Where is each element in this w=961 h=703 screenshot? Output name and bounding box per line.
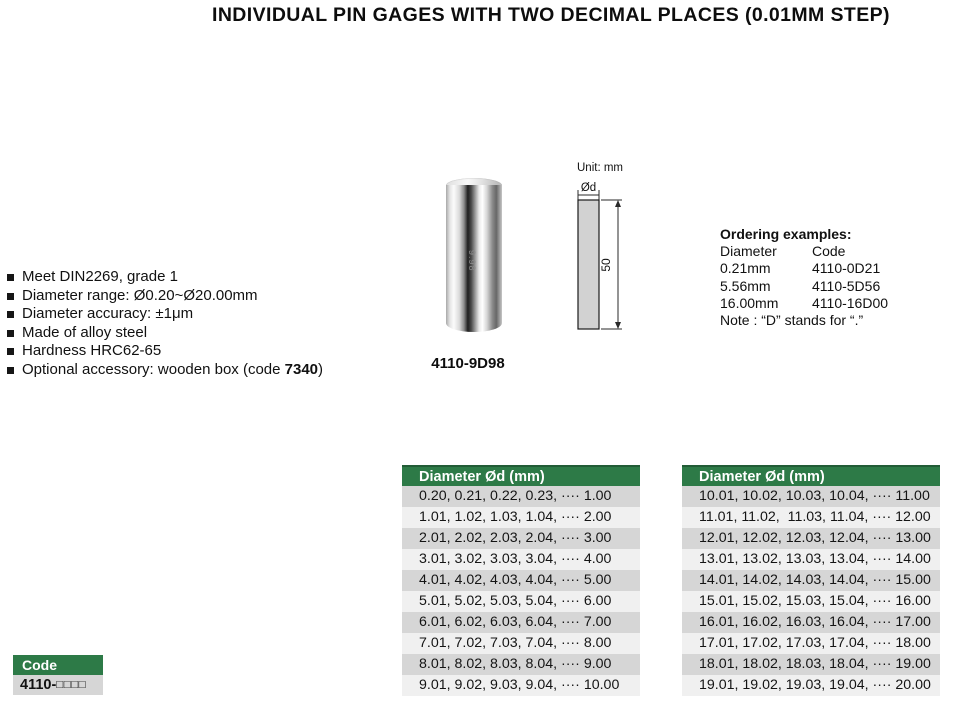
accessory-code: 7340 (284, 360, 319, 378)
ordering-col-code: Code (812, 243, 846, 260)
ordering-note: Note : “D” stands for “.” (720, 312, 864, 329)
arrow-down-icon (615, 322, 621, 329)
feature-text: Made of alloy steel (22, 323, 148, 341)
ordering-row (720, 260, 940, 277)
feature-text: Diameter range: Ø0.20~Ø20.00mm (22, 286, 258, 304)
table-row: 15.01, 15.02, 15.03, 15.04, ···· 16.00 (682, 591, 940, 612)
length-dim-label: 50 (599, 258, 613, 272)
page-title: INDIVIDUAL PIN GAGES WITH TWO DECIMAL PLACES (0.01MM STEP) (212, 4, 890, 26)
table-row: 18.01, 18.02, 18.03, 18.04, ···· 19.00 (682, 654, 940, 675)
bullet-icon (7, 330, 14, 337)
table-row: 10.01, 10.02, 10.03, 10.04, ···· 11.00 (682, 486, 940, 507)
unit-label: Unit: mm (577, 162, 623, 174)
ordering-heading: Ordering examples: (720, 226, 852, 242)
table-row: 7.01, 7.02, 7.03, 7.04, ···· 8.00 (402, 633, 640, 654)
arrow-up-icon (615, 200, 621, 207)
feature-text: Optional accessory: wooden box (code 7340) (22, 360, 324, 378)
code-placeholder-boxes: □□□□ (56, 679, 87, 691)
table-row: 9.01, 9.02, 9.03, 9.04, ···· 10.00 (402, 675, 640, 696)
table-header: Diameter Ød (mm) (682, 465, 940, 486)
ordering-column-headers (720, 243, 940, 260)
table-body (402, 486, 640, 696)
pin-outline-rect (578, 200, 599, 329)
table-row: 12.01, 12.02, 12.03, 12.04, ···· 13.00 (682, 528, 940, 549)
feature-text: Hardness HRC62-65 (22, 342, 162, 359)
ordering-examples (720, 226, 940, 329)
bullet-icon (7, 274, 14, 281)
table-row: 2.01, 2.02, 2.03, 2.04, ···· 3.00 (402, 528, 640, 549)
table-row: 17.01, 17.02, 17.03, 17.04, ···· 18.00 (682, 633, 940, 654)
code-box (13, 655, 103, 695)
ordering-code: 4110-16D00 (812, 294, 889, 311)
diameter-dim-label: Ød (580, 182, 597, 194)
ordering-code: 4110-0D21 (812, 260, 881, 277)
feature-text: Diameter accuracy: ±1μm (22, 305, 194, 322)
dimension-drawing (556, 155, 648, 335)
feature-item (7, 342, 407, 361)
bullet-icon (7, 367, 14, 374)
code-box-header: Code (13, 655, 103, 675)
ordering-row (720, 295, 940, 312)
table-row: 4.01, 4.02, 4.03, 4.04, ···· 5.00 (402, 570, 640, 591)
table-row: 1.01, 1.02, 1.03, 1.04, ···· 2.00 (402, 507, 640, 528)
table-row: 13.01, 13.02, 13.03, 13.04, ···· 14.00 (682, 549, 940, 570)
table-row: 3.01, 3.02, 3.03, 3.04, ···· 4.00 (402, 549, 640, 570)
table-row: 14.01, 14.02, 14.03, 14.04, ···· 15.00 (682, 570, 940, 591)
table-row: 8.01, 8.02, 8.03, 8.04, ···· 9.00 (402, 654, 640, 675)
code-prefix: 4110- (20, 677, 57, 693)
ordering-diameter: 5.56mm (720, 277, 771, 294)
table-row: 5.01, 5.02, 5.03, 5.04, ···· 6.00 (402, 591, 640, 612)
ordering-diameter: 16.00mm (720, 294, 779, 311)
ordering-row (720, 278, 940, 295)
pin-engraving-text: 9.98 (467, 250, 477, 272)
feature-item (7, 287, 407, 306)
ordering-code: 4110-5D56 (812, 277, 881, 294)
feature-list (7, 268, 407, 379)
pin-model-caption: 4110-9D98 (431, 355, 505, 372)
feature-item (7, 305, 407, 324)
bullet-icon (7, 293, 14, 300)
diameter-table-left (402, 465, 640, 696)
table-row: 19.01, 19.02, 19.03, 19.04, ···· 20.00 (682, 675, 940, 696)
code-box-value (13, 675, 103, 695)
diameter-table-right (682, 465, 940, 696)
ordering-diameter: 0.21mm (720, 260, 771, 277)
bullet-icon (7, 348, 14, 355)
feature-item-optional-accessory (7, 361, 407, 380)
ordering-col-diameter: Diameter (720, 243, 777, 260)
table-row: 0.20, 0.21, 0.22, 0.23, ···· 1.00 (402, 486, 640, 507)
table-row: 16.01, 16.02, 16.03, 16.04, ···· 17.00 (682, 612, 940, 633)
table-header: Diameter Ød (mm) (402, 465, 640, 486)
feature-item (7, 324, 407, 343)
feature-item (7, 268, 407, 287)
bullet-icon (7, 311, 14, 318)
table-body (682, 486, 940, 696)
table-row: 11.01, 11.02, 11.03, 11.04, ···· 12.00 (682, 507, 940, 528)
table-row: 6.01, 6.02, 6.03, 6.04, ···· 7.00 (402, 612, 640, 633)
feature-text: Meet DIN2269, grade 1 (22, 268, 178, 285)
